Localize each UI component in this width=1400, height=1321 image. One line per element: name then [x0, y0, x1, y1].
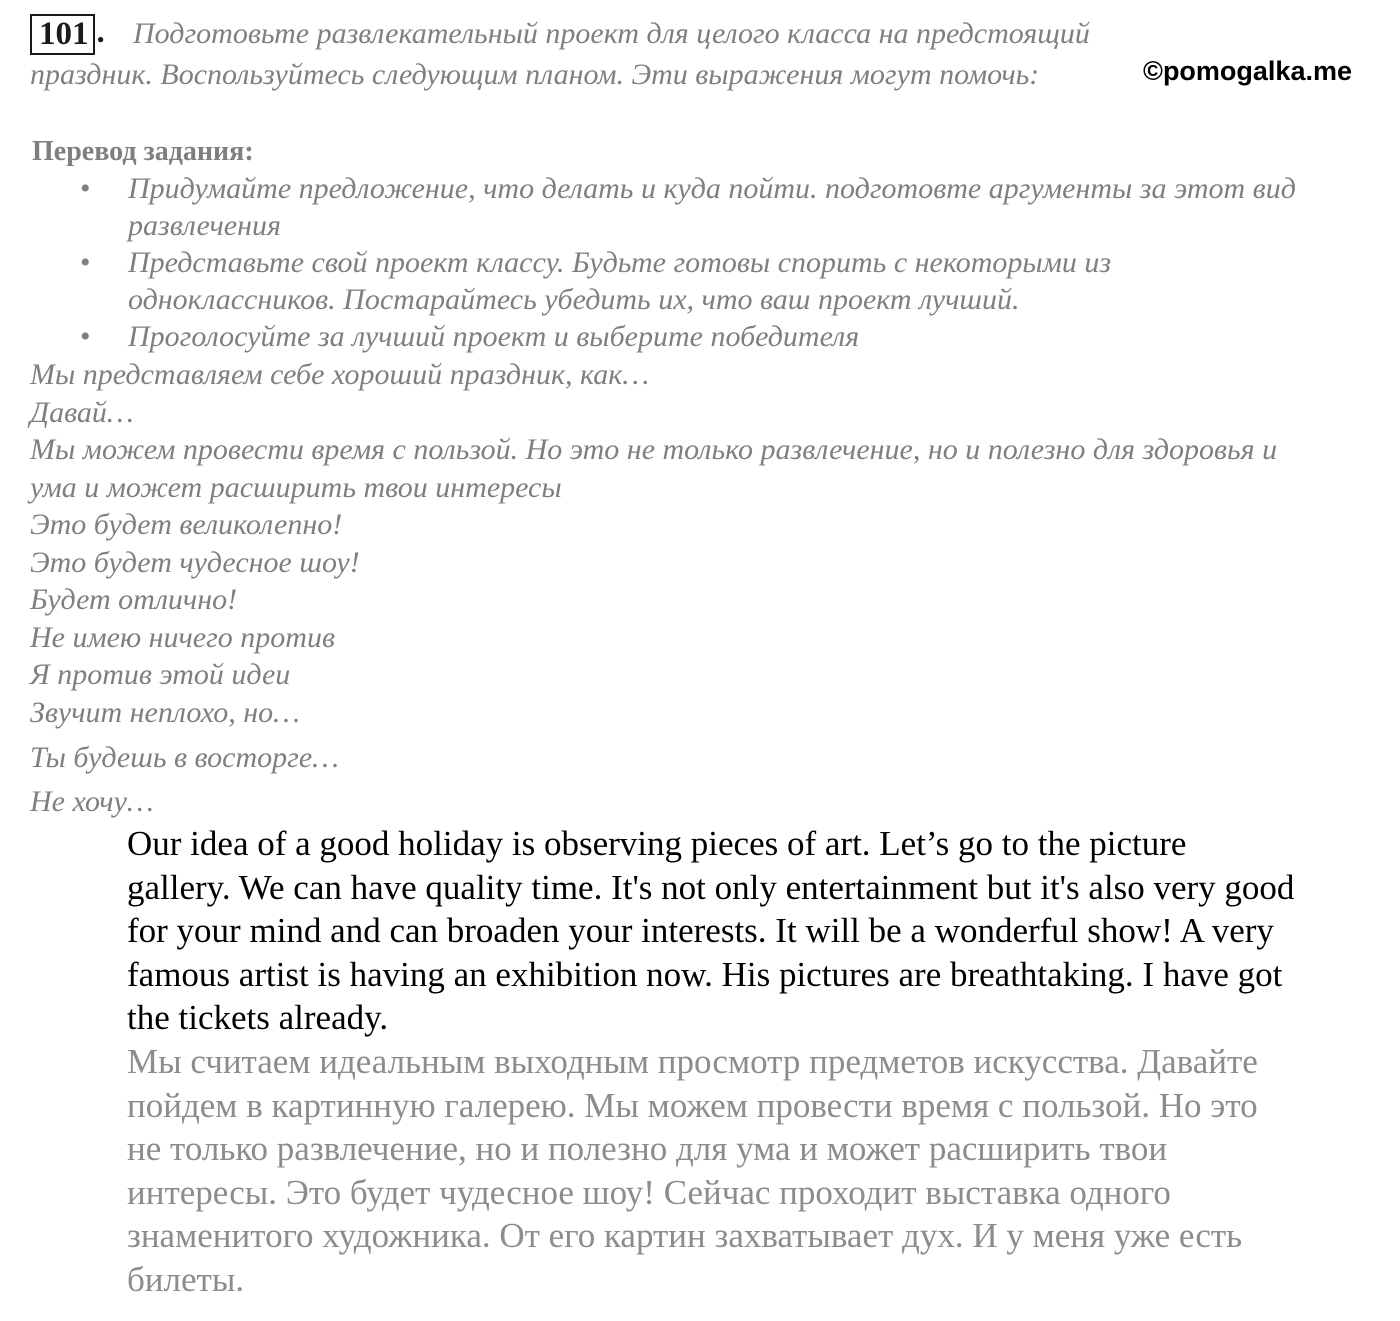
- list-item: [0, 244, 1400, 318]
- phrase-line: Я против этой идеи: [30, 658, 291, 691]
- watermark: ©pomogalka.me: [1143, 56, 1352, 86]
- bullet-text: Проголосуйте за лучший проект и выберите победителя: [128, 320, 860, 353]
- phrase-line: Мы представляем себе хороший праздник, как…: [30, 358, 650, 391]
- phrase-line: Ты будешь в восторге…: [30, 741, 339, 774]
- list-item: [0, 170, 1400, 244]
- phrase-line: Мы можем провести время с пользой. Но это не только развлечение, но и полезно для здоровья и ума и может расширить твои интересы: [30, 433, 1278, 504]
- translation-title: Перевод задания:: [32, 136, 254, 167]
- task-text-line1: Подготовьте развлекательный проект для целого класса на предстоящий: [133, 17, 1090, 50]
- answer-english: Our idea of a good holiday is observing pieces of art. Let’s go to the picture gallery. We can have quality time. It's not only entertainment but it's also very good for your mind and can broaden your interests. It will be a wonderful show! A very famous artist is having an exhibition now. His pictures are breathtaking. I have got the tickets already.: [127, 824, 1295, 1037]
- task-text-line2: праздник. Воспользуйтесь следующим планом. Эти выражения могут помочь:: [30, 58, 1040, 91]
- useful-phrases: [30, 356, 1330, 820]
- answer-russian: Мы считаем идеальным выходным просмотр предметов искусства. Давайте пойдем в картинную галерею. Мы можем провести время с пользой. Но это не только развлечение, но и полезно для ума и может расширить твои интересы. Это будет чудесное шоу! Сейчас проходит выставка одного знаменитого художника. От его картин захватывает дух. И у меня уже есть билеты.: [127, 1042, 1258, 1299]
- bullet-icon: •: [80, 320, 91, 353]
- phrase-line: Не имею ничего против: [30, 620, 335, 654]
- phrase-line: Это будет великолепно!: [30, 508, 343, 541]
- phrase-line: Это будет чудесное шоу!: [30, 545, 360, 579]
- phrase-line: Не хочу…: [30, 784, 154, 818]
- list-item: [0, 318, 1400, 355]
- exercise-number-dot: .: [96, 14, 105, 50]
- bullet-icon: •: [80, 246, 91, 279]
- phrase-line: Давай…: [30, 395, 134, 429]
- bullet-text: Придумайте предложение, что делать и куда пойти. подготовте аргументы за этот вид развлечения: [128, 172, 1296, 242]
- translation-bullet-list: [0, 170, 1400, 355]
- bullet-text: Представьте свой проект классу. Будьте готовы спорить с некоторыми из одноклассников. Постарайтесь убедить их, что ваш проект лучший.: [128, 246, 1112, 316]
- phrase-line: Звучит неплохо, но…: [30, 695, 300, 729]
- bullet-icon: •: [80, 172, 91, 205]
- phrase-line: Будет отлично!: [30, 583, 238, 616]
- exercise-number: 101: [30, 14, 95, 55]
